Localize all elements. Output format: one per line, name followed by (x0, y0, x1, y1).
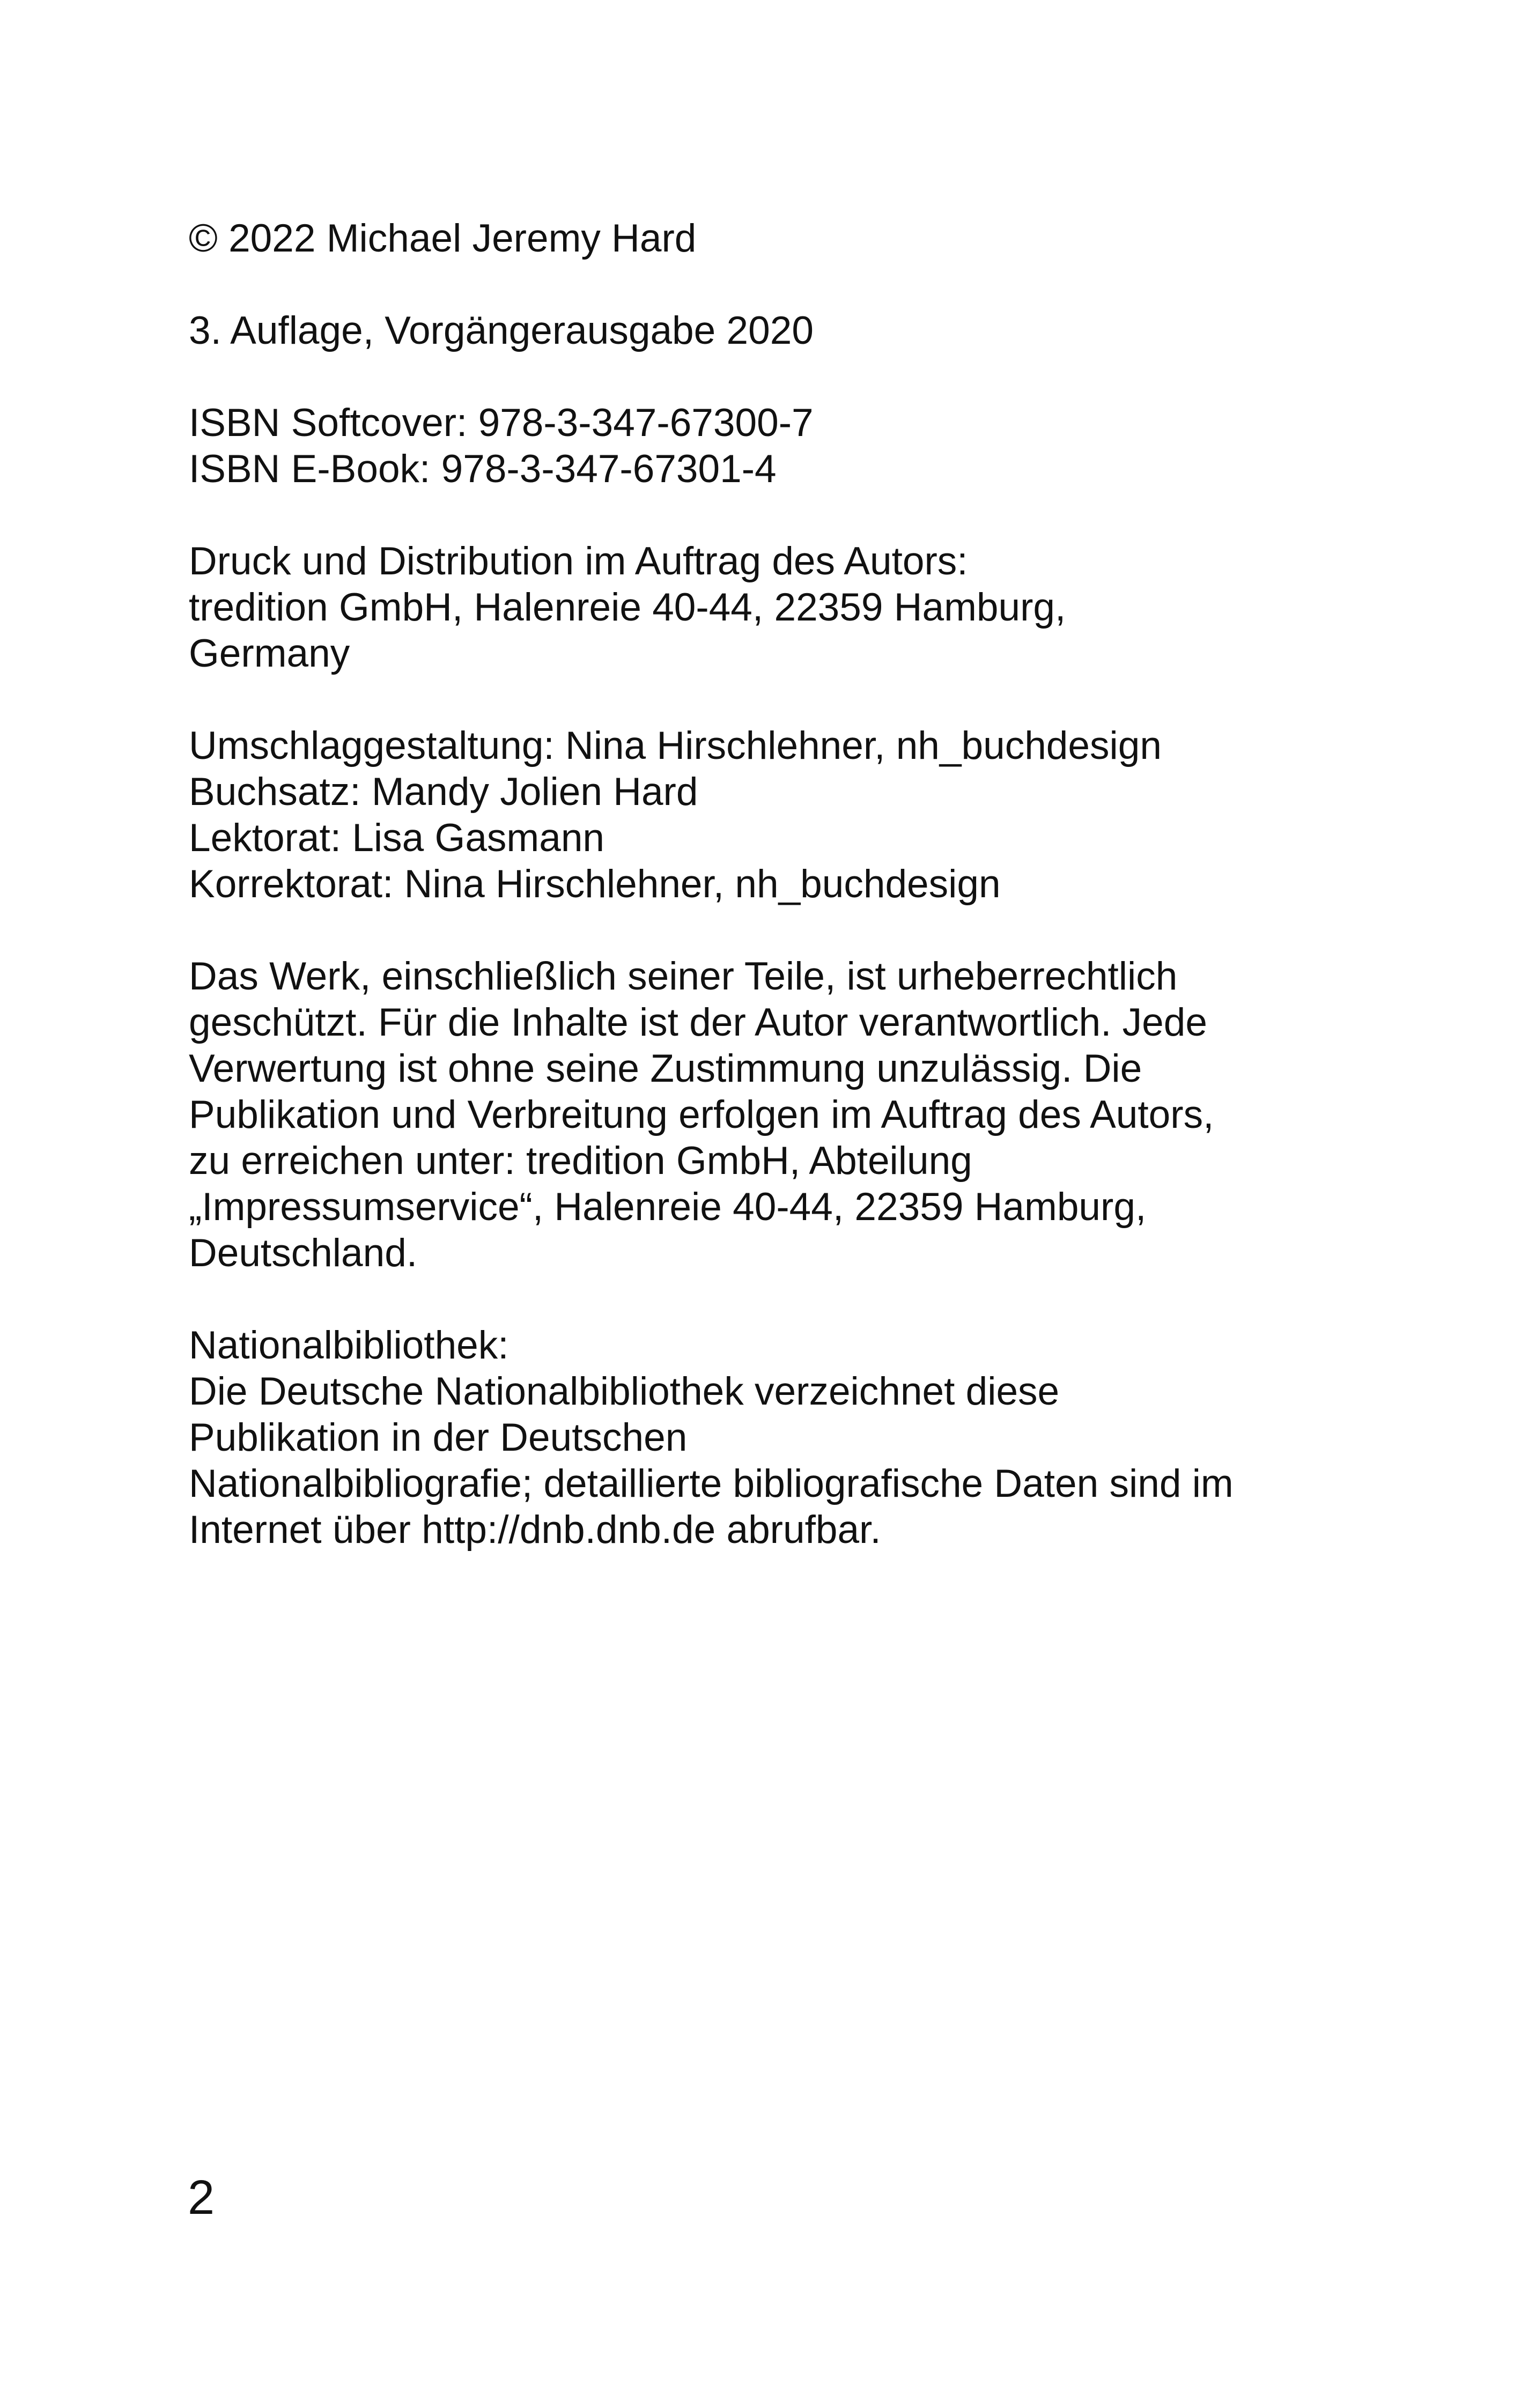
credit-editing: Lektorat: Lisa Gasmann (189, 816, 605, 860)
rights-line: zu erreichen unter: tredition GmbH, Abteilung (189, 1139, 972, 1183)
library-line: Publikation in der Deutschen (189, 1416, 688, 1459)
credits-block (189, 723, 1315, 907)
distribution-line: Druck und Distribution im Auftrag des Autors: (189, 540, 968, 583)
rights-line: Deutschland. (189, 1231, 418, 1275)
distribution-block (189, 538, 1315, 677)
page-number: 2 (188, 2171, 215, 2225)
imprint-content (189, 216, 1315, 1599)
isbn-ebook: ISBN E-Book: 978-3-347-67301-4 (189, 447, 777, 491)
distribution-line: Germany (189, 632, 350, 675)
rights-line: Publikation und Verbreitung erfolgen im Auftrag des Autors, (189, 1093, 1214, 1136)
distribution-line: tredition GmbH, Halenreie 40-44, 22359 Hamburg, (189, 586, 1066, 629)
credit-typesetting: Buchsatz: Mandy Jolien Hard (189, 770, 698, 814)
library-line: Nationalbibliothek: (189, 1324, 509, 1367)
copyright-line: © 2022 Michael Jeremy Hard (189, 217, 697, 260)
isbn-softcover: ISBN Softcover: 978-3-347-67300-7 (189, 401, 814, 445)
edition-line: 3. Auflage, Vorgängerausgabe 2020 (189, 309, 814, 352)
library-block (189, 1323, 1315, 1553)
library-line: Internet über http://dnb.dnb.de abrufbar. (189, 1508, 881, 1552)
copyright-block (189, 216, 1315, 262)
rights-line: Verwertung ist ohne seine Zustimmung unzulässig. Die (189, 1047, 1142, 1090)
rights-line: „Impressumservice“, Halenreie 40-44, 22359 Hamburg, (189, 1185, 1147, 1229)
rights-line: geschützt. Für die Inhalte ist der Autor verantwortlich. Jede (189, 1001, 1207, 1044)
library-line: Die Deutsche Nationalbibliothek verzeichnet diese (189, 1370, 1060, 1413)
library-line: Nationalbibliografie; detaillierte bibliografische Daten sind im (189, 1462, 1234, 1505)
credit-cover-design: Umschlaggestaltung: Nina Hirschlehner, nh_buchdesign (189, 724, 1162, 767)
credit-proofreading: Korrektorat: Nina Hirschlehner, nh_buchdesign (189, 862, 1001, 906)
rights-line: Das Werk, einschließlich seiner Teile, ist urheberrechtlich (189, 955, 1178, 998)
edition-block (189, 308, 1315, 354)
rights-block (189, 954, 1315, 1276)
isbn-block (189, 400, 1315, 492)
